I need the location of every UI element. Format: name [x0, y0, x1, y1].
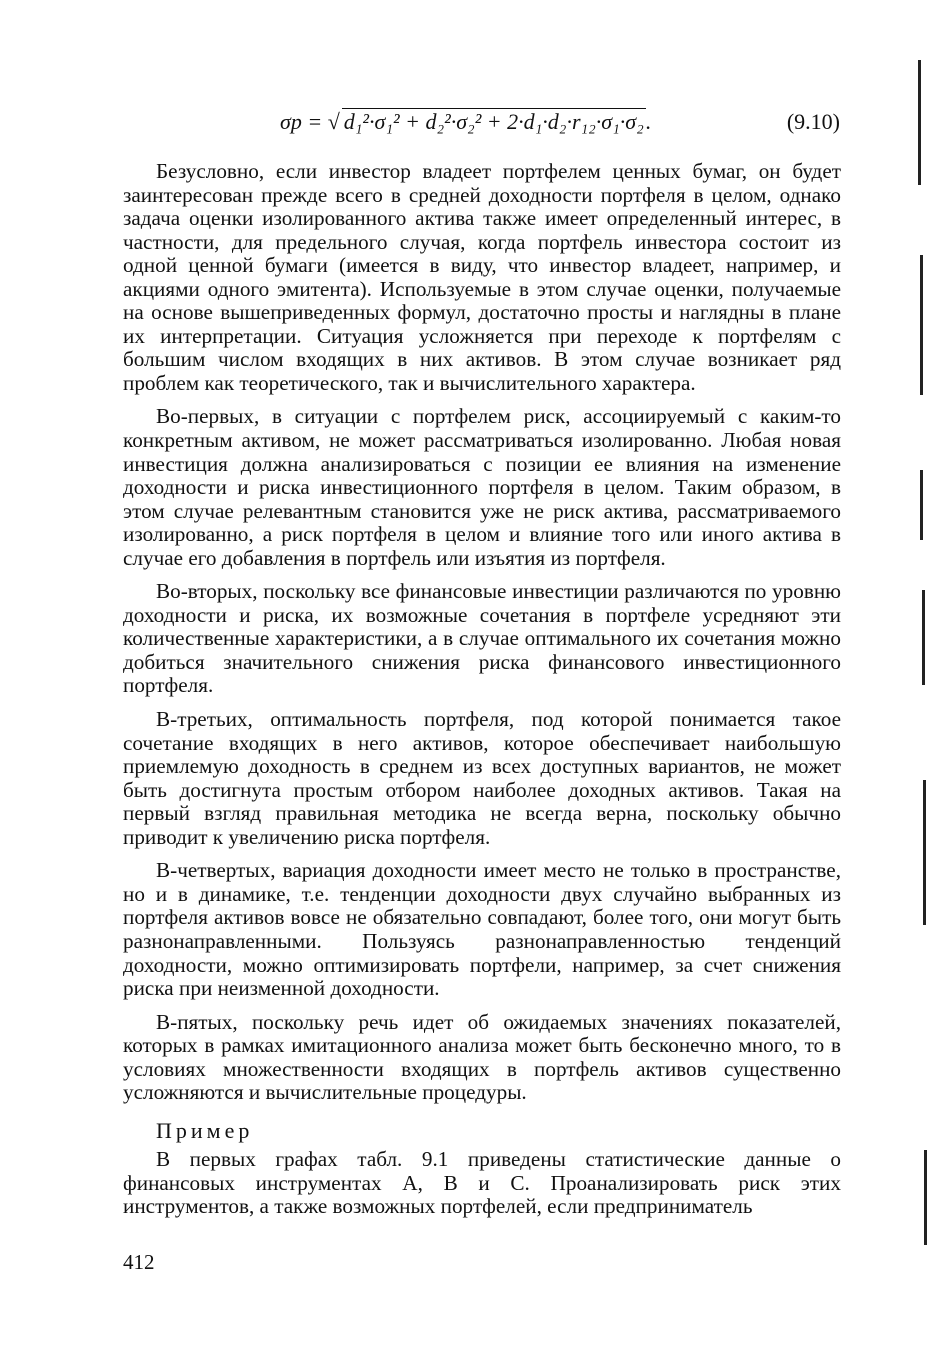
formula-radicand: d₁²·σ₁² + d₂²·σ₂² + 2·d₁·d₂·r₁₂·σ₁·σ₂	[343, 109, 644, 134]
page-number: 412	[123, 1250, 155, 1274]
body-text	[123, 160, 841, 1229]
scan-margin-line-5	[923, 780, 926, 925]
scan-margin-line-4	[922, 590, 925, 685]
paragraph-intro: Безусловно, если инвестор владеет портфелем ценных бумаг, он будет заинтересован прежде всего в средней доходности портфеля в целом, однако задача оценки изолированного актива также имеет определенный интерес, в частности, для предельного случая, когда портфель инвестора состоит из одной ценной бумаги (имеется в виду, что инвестор владеет, например, и акциями одного эмитента). Используемые в этом случае оценки, получаемые на основе вышеприведенных формул, достаточно просты и наглядны в плане их интерпретации. Ситуация усложняется при переходе к портфелям с большим числом входящих в них активов. В этом случае возникает ряд проблем как теоретического, так и вычислительного характера.	[123, 159, 841, 395]
scan-margin-line-3	[920, 470, 923, 540]
sqrt-symbol: √	[327, 109, 340, 134]
paragraph-fifth: В-пятых, поскольку речь идет об ожидаемых значениях показателей, которых в рамках имитационного анализа может быть бесконечно много, то в условиях множественности входящих в портфель активов существенно усложняются и вычислительные процедуры.	[123, 1009, 841, 1105]
formula-number: (9.10)	[786, 109, 840, 134]
scan-margin-line-6	[924, 1150, 927, 1245]
scan-margin-line-2	[920, 255, 923, 395]
scan-margin-line-1	[918, 60, 921, 185]
paragraph-third: В-третьих, оптимальность портфеля, под которой понимается такое сочетание входящих в него активов, которое обеспечивает наибольшую приемлемую доходность в среднем из всех доступных вариантов, не может быть достигнута простым отбором наиболее доходных активов. Такая на первый взгляд правильная методика не всегда верна, поскольку обычно приводит к увеличению риска портфеля.	[123, 707, 841, 849]
formula-9-10	[280, 103, 840, 143]
paragraph-second: Во-вторых, поскольку все финансовые инвестиции различаются по уровню доходности и риска, их возможные сочетания в портфеле усредняют эти количественные характеристики, а в случае оптимального их сочетания можно добиться значительного снижения риска финансового инвестиционного портфеля.	[123, 579, 841, 698]
example-paragraph: В первых графах табл. 9.1 приведены статистические данные о финансовых инструментах A, B и C. Проанализировать риск этих инструментов, а также возможных портфелей, если предприниматель	[123, 1147, 841, 1219]
formula-prefix: σp =	[280, 109, 328, 134]
formula-expression	[280, 109, 651, 135]
formula-suffix: .	[645, 109, 652, 134]
example-heading: Пример	[156, 1117, 254, 1143]
paragraph-fourth: В-четвертых, вариация доходности имеет место не только в пространстве, но и в динамике, т.е. тенденции доходности двух случайно выбранных из портфеля активов вовсе не обязательно совпадают, более того, они могут быть разнонаправленными. Пользуясь разнонаправленностью тенденций доходности, можно оптимизировать портфели, например, за счет снижения риска при неизменной доходности.	[123, 858, 841, 1001]
paragraph-first: Во-первых, в ситуации с портфелем риск, ассоциируемый с каким-то конкретным активом, не может рассматриваться изолированно. Любая новая инвестиция должна анализироваться с позиции ее влияния на изменение доходности и риска инвестиционного портфеля в целом. Таким образом, в этом случае релевантным становится уже не риск актива, рассматриваемого изолированно, а риск портфеля в целом и влияние того или иного актива в случае его добавления в портфель или изъятия из портфеля.	[123, 404, 841, 570]
